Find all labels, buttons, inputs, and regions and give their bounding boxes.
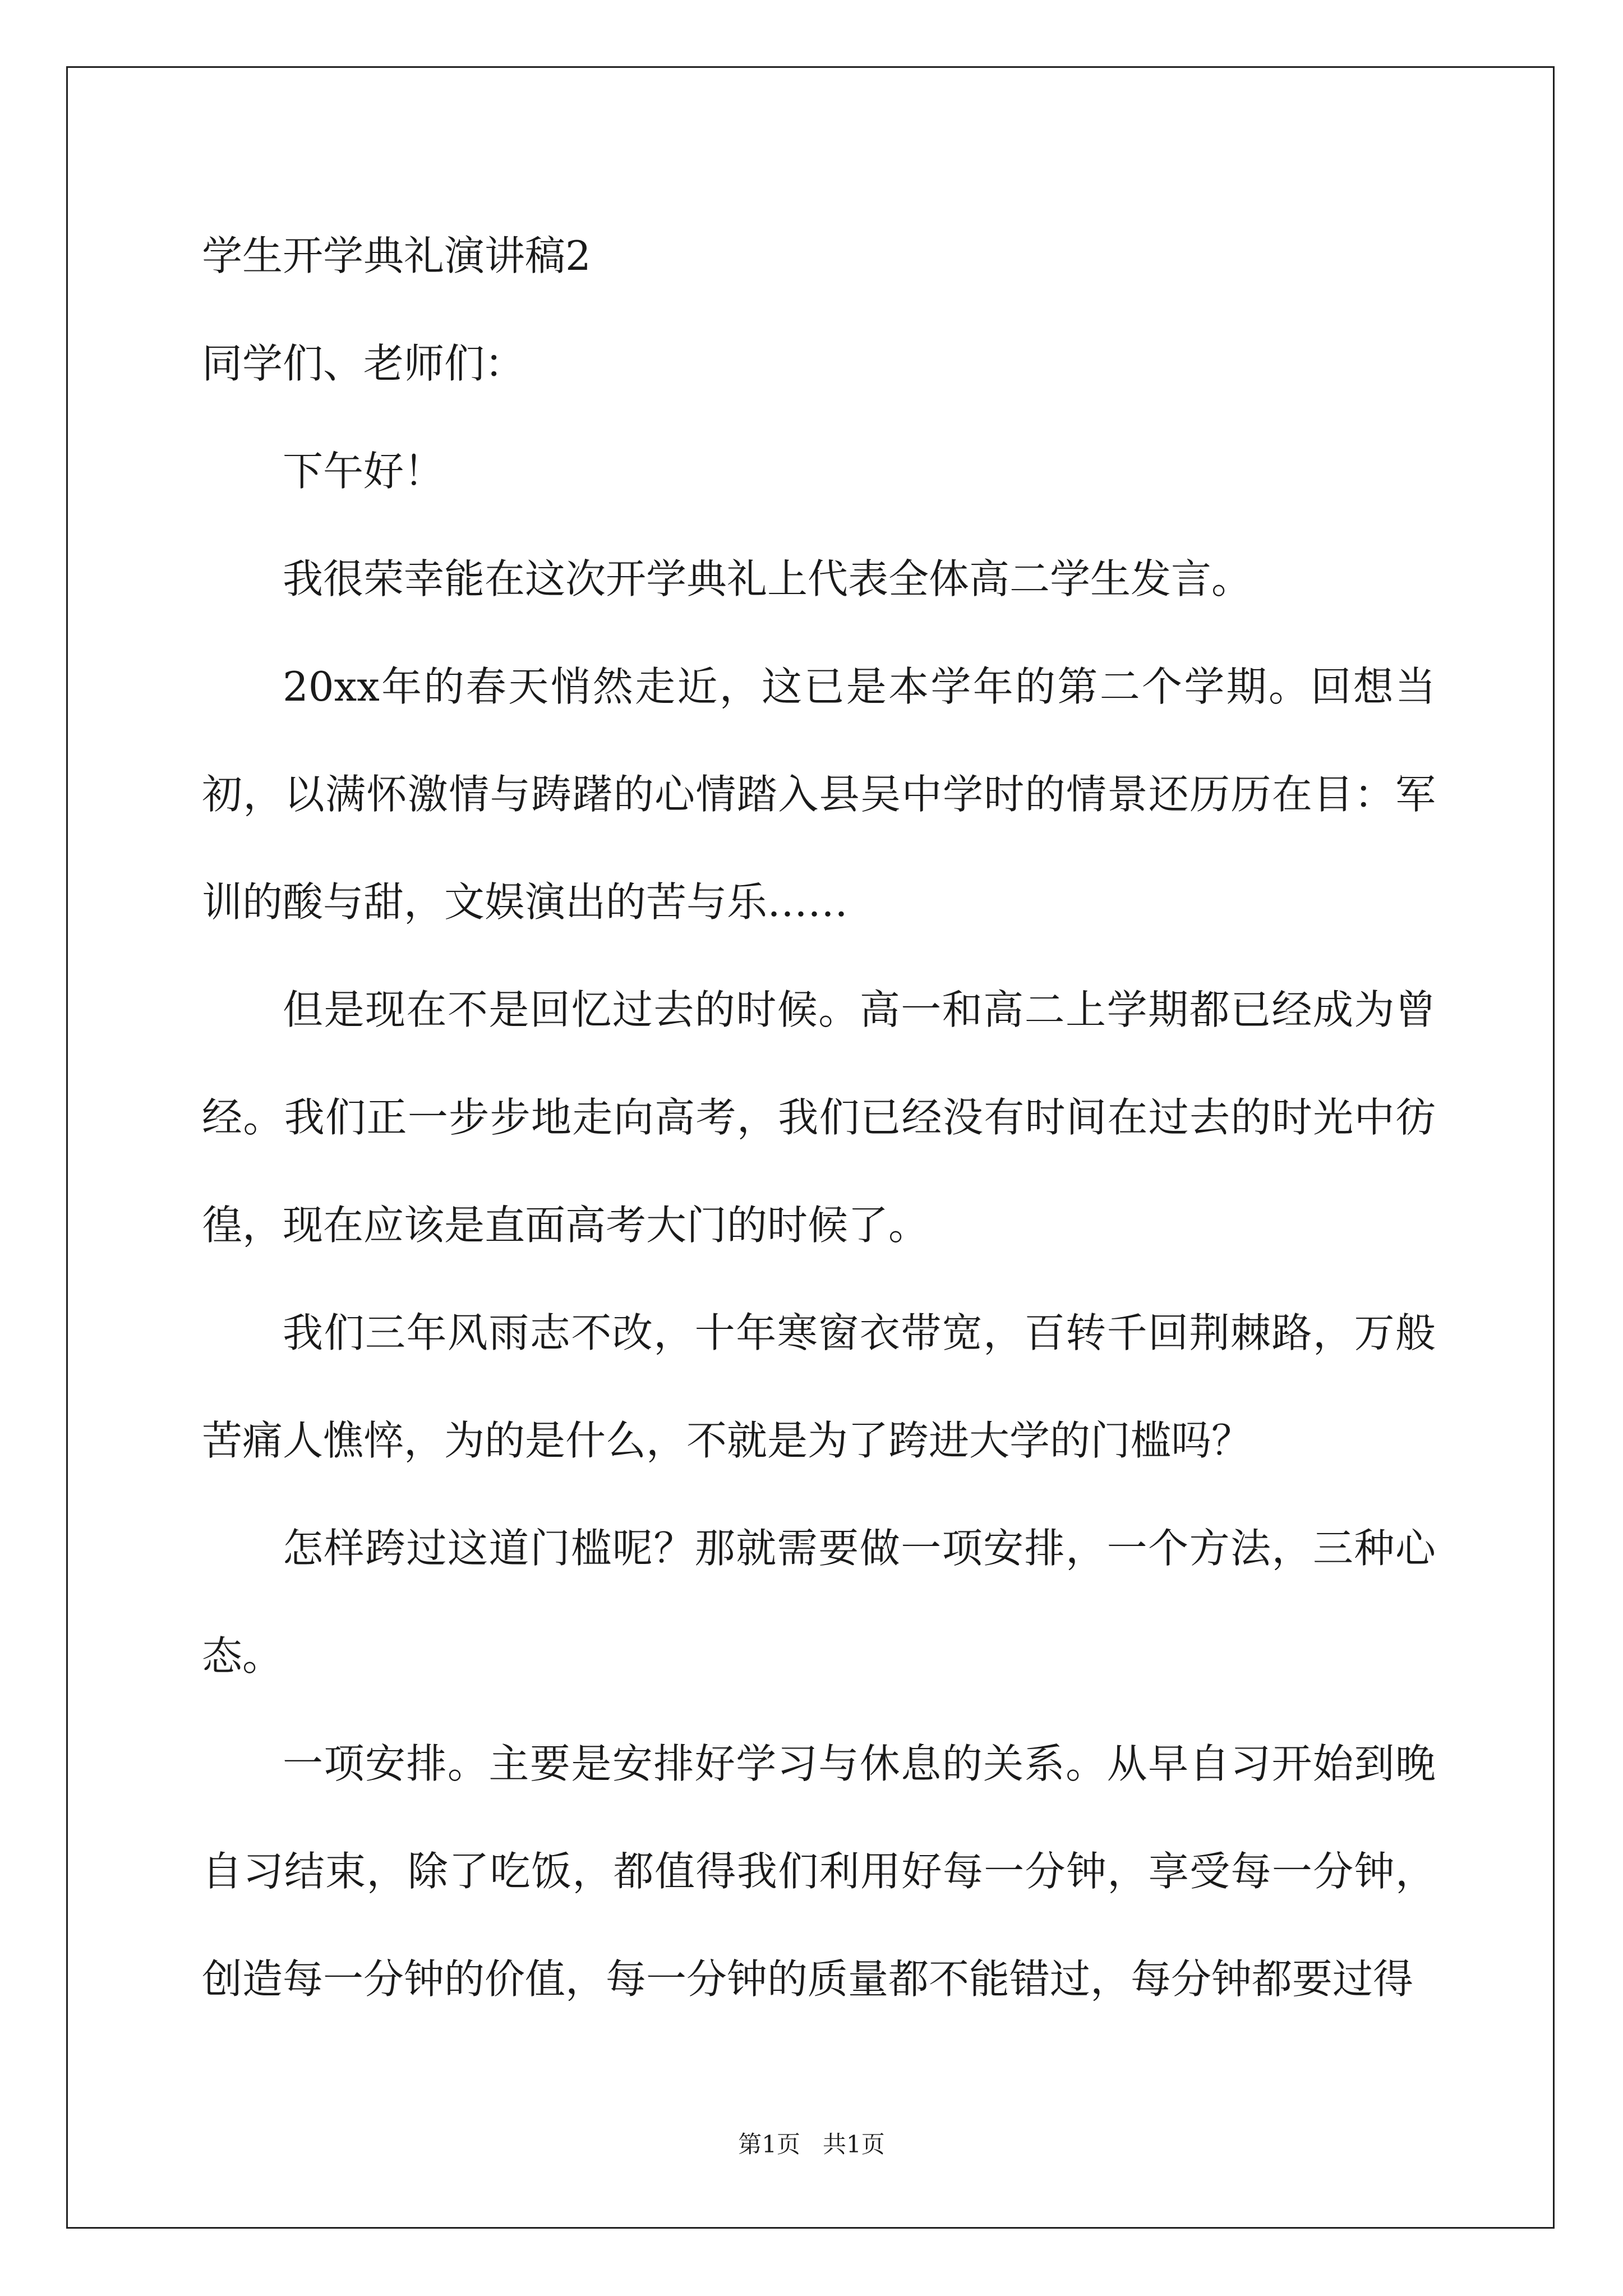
- page-number: 第1页: [738, 2131, 800, 2158]
- document-title: 学生开学典礼演讲稿2: [202, 232, 591, 279]
- paragraph-greeting: 下午好！: [283, 448, 445, 495]
- paragraph-arrangement: 一项安排。主要是安排好学习与休息的关系。从早自习开始到晚自习结束，除了吃饭，都值得我们利用好每一分钟，享受每一分钟，创造每一分钟的价值，每一分钟的质量都不能错过，每分钟都要过得: [202, 1740, 1436, 2003]
- paragraph-present: 但是现在不是回忆过去的时候。高一和高二上学期都已经成为曾经。我们正一步步地走向高考，我们已经没有时间在过去的时光中彷徨，现在应该是直面高考大门的时候了。: [202, 986, 1436, 1249]
- paragraph-purpose: 我们三年风雨志不改，十年寒窗衣带宽，百转千回荆棘路，万般苦痛人憔悴，为的是什么，不就是为了跨进大学的门槛吗？: [202, 1309, 1436, 1464]
- paragraph-intro: 我很荣幸能在这次开学典礼上代表全体高二学生发言。: [283, 555, 1252, 602]
- page-total: 共1页: [823, 2131, 885, 2158]
- salutation: 同学们、老师们：: [202, 340, 525, 387]
- document-body: [202, 202, 1436, 2033]
- paragraph-method: 怎样跨过这道门槛呢？那就需要做一项安排，一个方法，三种心态。: [202, 1525, 1436, 1680]
- paragraph-memories: 20xx年的春天悄然走近，这已是本学年的第二个学期。回想当初，以满怀激情与踌躇的心情踏入县吴中学时的情景还历历在目：军训的酸与甜，文娱演出的苦与乐……: [202, 663, 1436, 926]
- page-footer: [0, 2126, 1623, 2160]
